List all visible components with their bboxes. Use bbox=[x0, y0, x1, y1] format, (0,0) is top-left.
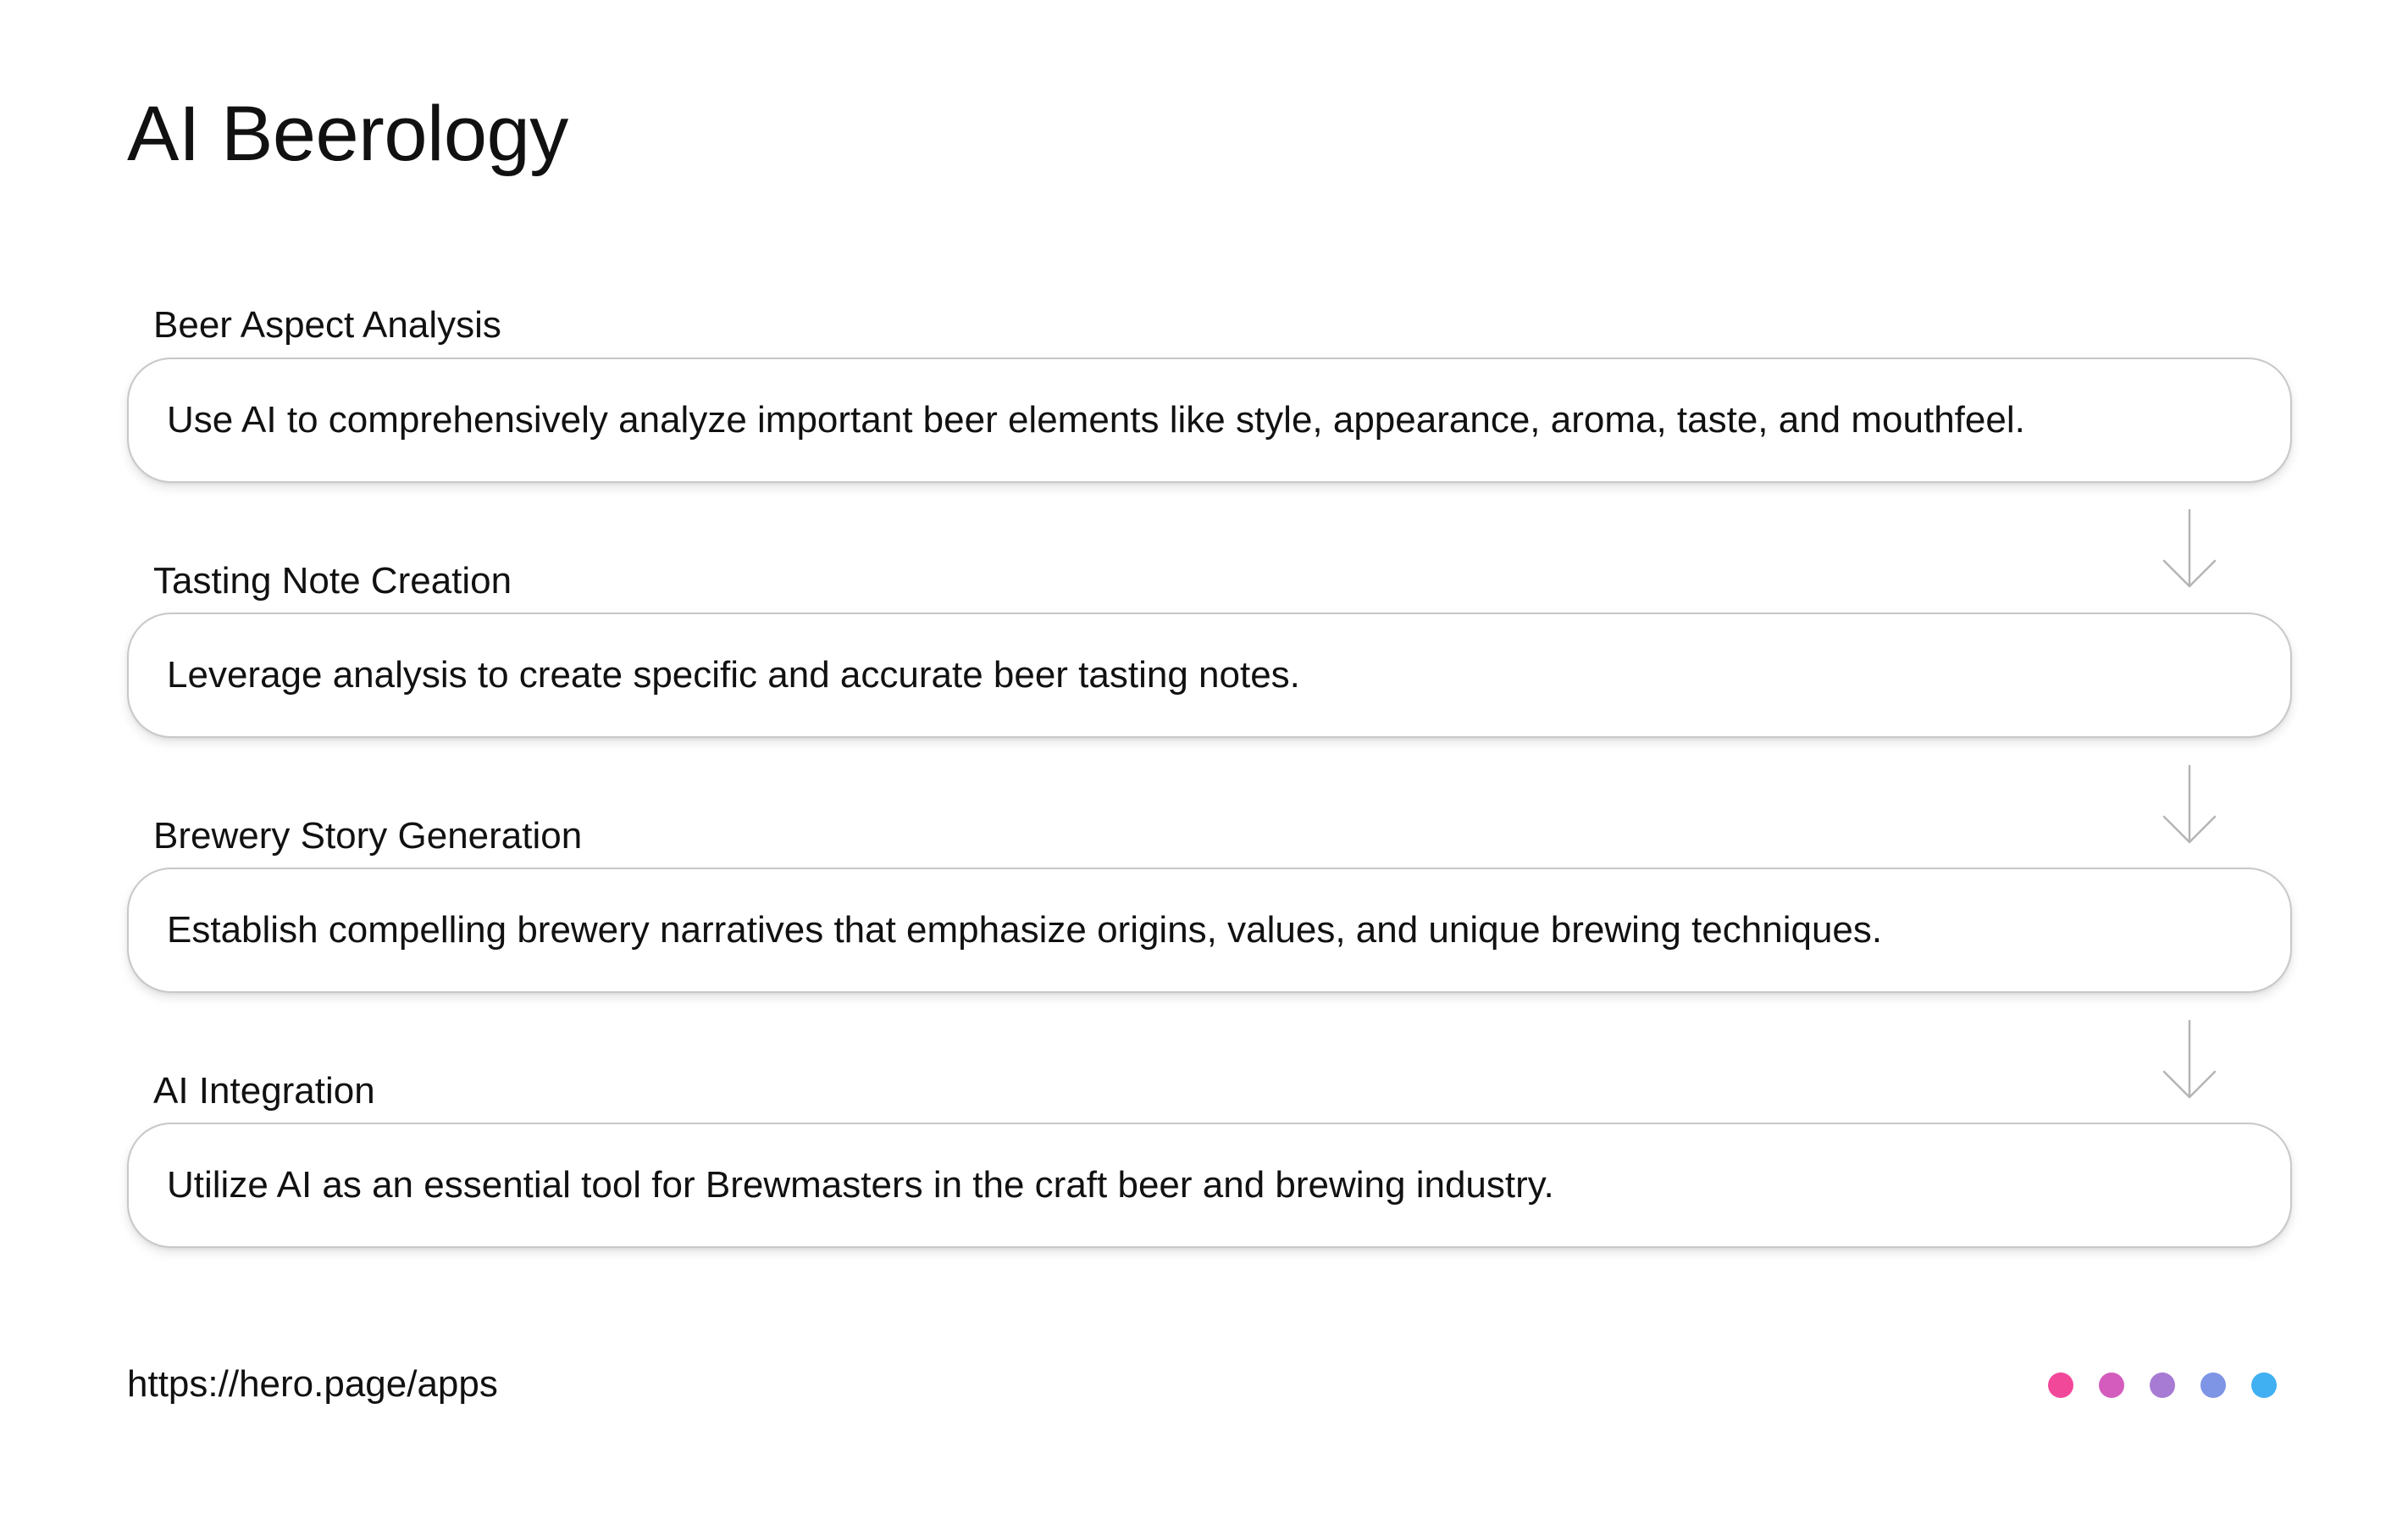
step-label-brewery-story-generation: Brewery Story Generation bbox=[153, 815, 583, 857]
arrow-down-icon bbox=[2162, 764, 2217, 846]
step-text-tasting-note-creation: Leverage analysis to create specific and accurate beer tasting notes. bbox=[167, 654, 1300, 696]
step-box-ai-integration bbox=[127, 1123, 2292, 1248]
step-box-brewery-story-generation bbox=[127, 868, 2292, 993]
step-text-beer-aspect-analysis: Use AI to comprehensively analyze important beer elements like style, appearance, aroma, taste, and mouthfeel. bbox=[167, 399, 2025, 441]
step-box-beer-aspect-analysis bbox=[127, 358, 2292, 483]
step-text-brewery-story-generation: Establish compelling brewery narratives that emphasize origins, values, and unique brewing techniques. bbox=[167, 909, 1883, 951]
step-box-tasting-note-creation bbox=[127, 613, 2292, 738]
dot-pink bbox=[2048, 1372, 2073, 1398]
color-dots bbox=[2048, 1372, 2277, 1398]
dot-blue bbox=[2251, 1372, 2277, 1398]
page-title: AI Beerology bbox=[127, 91, 568, 177]
arrow-down-icon bbox=[2162, 508, 2217, 590]
step-label-beer-aspect-analysis: Beer Aspect Analysis bbox=[153, 304, 501, 346]
dot-purple bbox=[2150, 1372, 2175, 1398]
arrow-down-icon bbox=[2162, 1019, 2217, 1101]
dot-magenta bbox=[2099, 1372, 2124, 1398]
footer-url[interactable]: https://hero.page/apps bbox=[127, 1363, 498, 1405]
step-label-tasting-note-creation: Tasting Note Creation bbox=[153, 560, 512, 602]
step-text-ai-integration: Utilize AI as an essential tool for Brewmasters in the craft beer and brewing industry. bbox=[167, 1164, 1554, 1206]
dot-periwinkle bbox=[2200, 1372, 2226, 1398]
step-label-ai-integration: AI Integration bbox=[153, 1070, 375, 1112]
